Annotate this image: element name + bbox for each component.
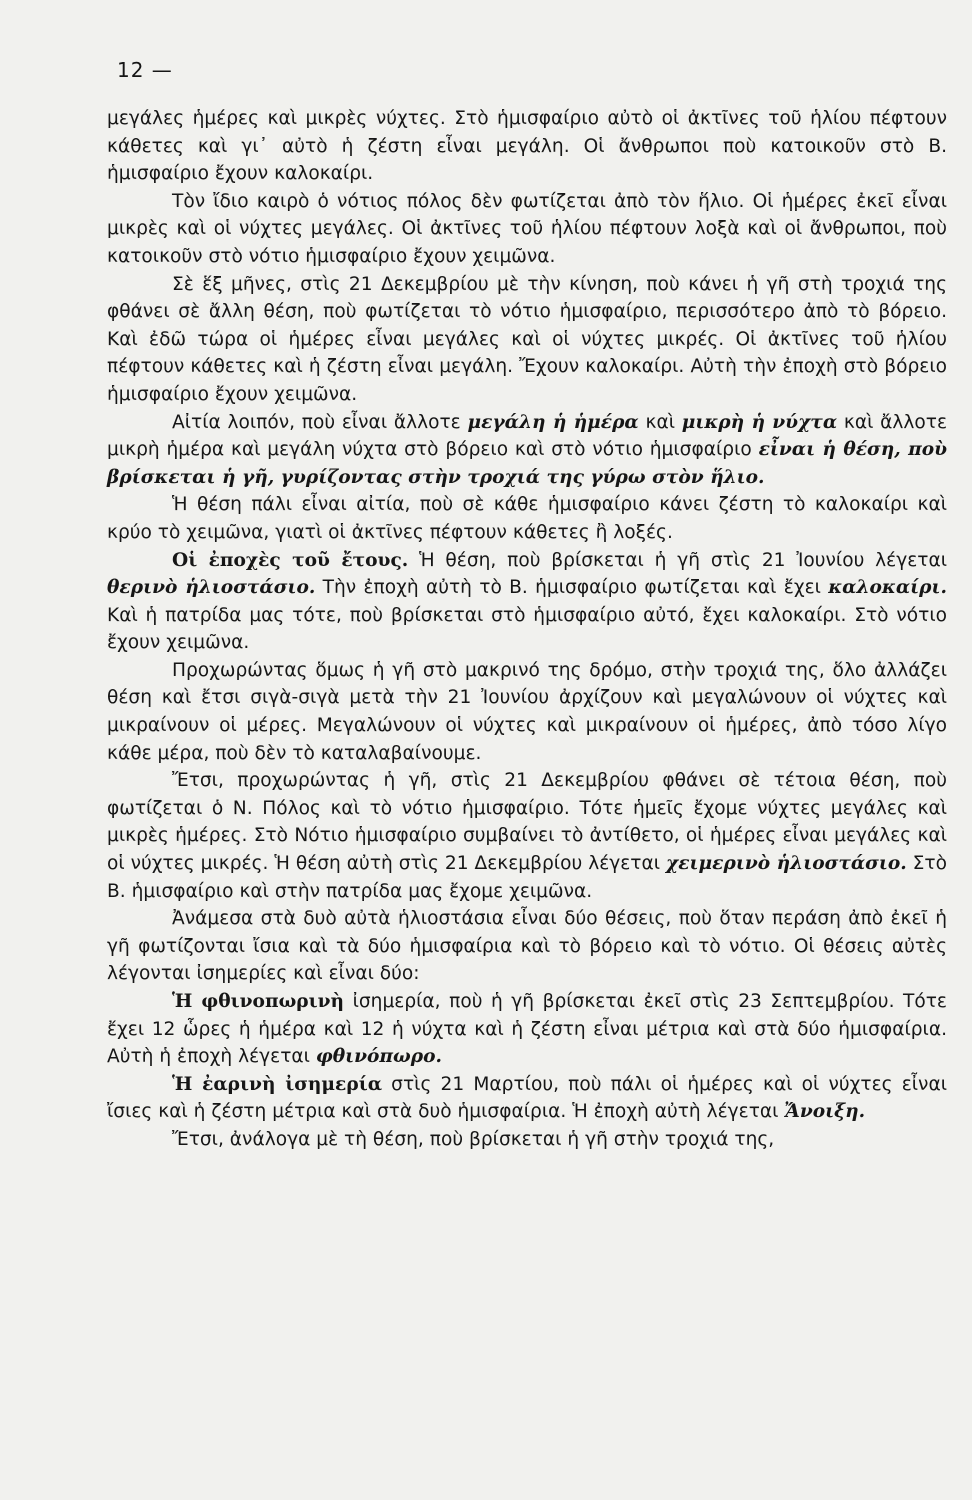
paragraph-8 [107,767,947,905]
section-heading: Οἱ ἐποχὲς τοῦ ἔτους. [172,549,409,571]
paragraph-7 [107,657,947,767]
text-run: Ἡ θέση πάλι εἶναι αἰτία, ποὺ σὲ κάθε ἡμισφαίριο κάνει ζέστη τὸ καλοκαίρι καὶ κρύο τὸ χειμῶνα, γιατὶ οἱ ἀκτῖνες πέφτουν κάθετες ἢ λοξές. [107,494,947,543]
body-text [107,105,947,1154]
paragraph-3 [107,271,947,409]
text-run: στὶς 21 Μαρτίου, ποὺ πάλι οἱ ἡμέρες καὶ οἱ νύχτες εἶναι ἴσιες καὶ ἡ ζέστη μέτρια καὶ στὰ δυὸ ἡμισφαίρια. Ἡ ἐποχὴ αὐτὴ λέγεται [107,1073,947,1123]
emphasis-text: εἶναι ἡ θέση, ποὺ βρίσκεται ἡ γῆ, γυρίζοντας στὴν τροχιά της γύρω στὸν ἥλιο. [107,439,947,488]
text-run: καὶ [638,411,682,433]
emphasis-text: Ἄνοιξη. [784,1101,866,1123]
paragraph-5 [107,491,947,546]
text-run: Ἔτσι, προχωρώντας ἡ γῆ, στὶς 21 Δεκεμβρίου φθάνει σὲ τέτοια θέση, ποὺ φωτίζεται ὁ Ν. Πόλος καὶ τὸ νότιο ἡμισφαίριο. Τότε ἡμεῖς ἔχομε νύχτες μεγάλες καὶ μικρὲς ἡμέρες. Στὸ Νότιο ἡμισφαίριο συμβαίνει τὸ ἀντίθετο, οἱ ἡμέρες εἶναι μεγάλες καὶ οἱ νύχτες μικρές. Ἡ θέση αὐτὴ στὶς 21 Δεκεμβρίου λέγεται [107,770,947,875]
text-run: Ἀνάμεσα στὰ δυὸ αὐτὰ ἡλιοστάσια εἶναι δύο θέσεις, ποὺ ὅταν περάση ἀπὸ ἐκεῖ ἡ γῆ φωτίζονται ἴσια καὶ τὰ δύο ἡμισφαίρια καὶ τὸ βόρειο καὶ τὸ νότιο. Οἱ θέσεις αὐτὲς λέγονται ἰσημερίες καὶ εἶναι δύο: [107,908,947,985]
paragraph-10 [107,988,947,1071]
section-heading: Ἡ ἐαρινὴ ἰσημερία [172,1073,383,1095]
emphasis-text: φθινόπωρο. [315,1046,442,1068]
text-run: Καὶ ἡ πατρίδα μας τότε, ποὺ βρίσκεται στὸ ἡμισφαίριο αὐτό, ἔχει καλοκαίρι. Στὸ νότιο ἔχουν χειμῶνα. [107,604,947,654]
emphasis-text: θερινὸ ἡλιοστάσιο. [107,577,316,599]
text-run: Σὲ ἕξ μῆνες, στὶς 21 Δεκεμβρίου μὲ τὴν κίνηση, ποὺ κάνει ἡ γῆ στὴ τροχιά της φθάνει σὲ ἄλλη θέση, ποὺ φωτίζεται τὸ νότιο ἡμισφαίριο, περισσότερο ἀπὸ τὸ βόρειο. Καὶ ἐδῶ τώρα οἱ ἡμέρες εἶναι μεγάλες καὶ οἱ νύχτες μικρές. Οἱ ἀκτῖνες τοῦ ἡλίου πέφτουν κάθετες καὶ ἡ ζέστη εἶναι μεγάλη. Ἔχουν καλοκαίρι. Αὐτὴ τὴν ἐποχὴ στὸ βόρειο ἡμισφαίριο ἔχουν χειμῶνα. [107,273,947,405]
text-run: Αἰτία λοιπόν, ποὺ εἶναι ἄλλοτε [172,411,468,433]
emphasis-text: χειμερινὸ ἡλιοστάσιο. [666,853,907,875]
text-run: Στὸ Β. ἡμισφαίριο καὶ στὴν πατρίδα μας ἔχομε χειμῶνα. [107,853,947,902]
text-run: Τὴν ἐποχὴ αὐτὴ τὸ Β. ἡμισφαίριο φωτίζεται καὶ ἔχει [315,577,829,599]
text-run: μεγάλες ἡμέρες καὶ μικρὲς νύχτες. Στὸ ἡμισφαίριο αὐτὸ οἱ ἀκτῖνες τοῦ ἡλίου πέφτουν κάθετες καὶ γι᾽ αὐτὸ ἡ ζέστη εἶναι μεγάλη. Οἱ ἄνθρωποι ποὺ κατοικοῦν στὸ Β. ἡμισφαίριο ἔχουν καλοκαίρι. [107,108,947,185]
text-run: Τὸν ἴδιο καιρὸ ὁ νότιος πόλος δὲν φωτίζεται ἀπὸ τὸν ἥλιο. Οἱ ἡμέρες ἐκεῖ εἶναι μικρὲς καὶ οἱ νύχτες μεγάλες. Οἱ ἀκτῖνες τοῦ ἡλίου πέφτουν λοξὰ καὶ οἱ ἄνθρωποι, ποὺ κατοικοῦν στὸ νότιο ἡμισφαίριο ἔχουν χειμῶνα. [107,190,947,267]
paragraph-4 [107,409,947,492]
text-run: ἰσημερία, ποὺ ἡ γῆ βρίσκεται ἐκεῖ στὶς 23 Σεπτεμβρίου. Τότε ἔχει 12 ὧρες ἡ ἡμέρα καὶ 12 ἡ νύχτα καὶ ἡ ζέστη εἶναι μέτρια καὶ στὰ δύο ἡμισφαίρια. Αὐτὴ ἡ ἐποχὴ λέγεται [107,991,947,1068]
text-run: Προχωρώντας ὅμως ἡ γῆ στὸ μακρινό της δρόμο, στὴν τροχιά της, ὅλο ἀλλάζει θέση καὶ ἔτσι σιγὰ-σιγὰ μετὰ τὴν 21 Ἰουνίου ἀρχίζουν καὶ μεγαλώνουν οἱ νύχτες καὶ μικραίνουν οἱ μέρες. Μεγαλώνουν οἱ νύχτες καὶ μικραίνουν οἱ ἡμέρες, ἀπὸ τόσο λίγο κάθε μέρα, ποὺ δὲν τὸ καταλαβαίνουμε. [107,659,947,764]
text-run: καὶ ἄλλοτε μικρὴ ἡμέρα καὶ μεγάλη νύχτα στὸ βόρειο καὶ στὸ νότιο ἡμισφαίριο [107,411,948,461]
emphasis-text: μικρὴ ἡ νύχτα [681,411,838,433]
paragraph-2 [107,188,947,271]
emphasis-text: καλοκαίρι. [828,577,947,599]
paragraph-1 [107,105,947,188]
paragraph-11 [107,1071,947,1126]
section-heading: Ἡ φθινοπωρινὴ [172,991,345,1012]
paragraph-12 [107,1126,947,1154]
text-run: Ἡ θέση, ποὺ βρίσκεται ἡ γῆ στὶς 21 Ἰουνίου λέγεται [408,549,947,571]
paragraph-6 [107,547,947,657]
text-run: Ἔτσι, ἀνάλογα μὲ τὴ θέση, ποὺ βρίσκεται ἡ γῆ στὴν τροχιά της, [172,1128,775,1150]
page-number: 12 — [117,58,173,82]
emphasis-text: μεγάλη ἡ ἡμέρα [467,411,639,433]
paragraph-9 [107,905,947,988]
